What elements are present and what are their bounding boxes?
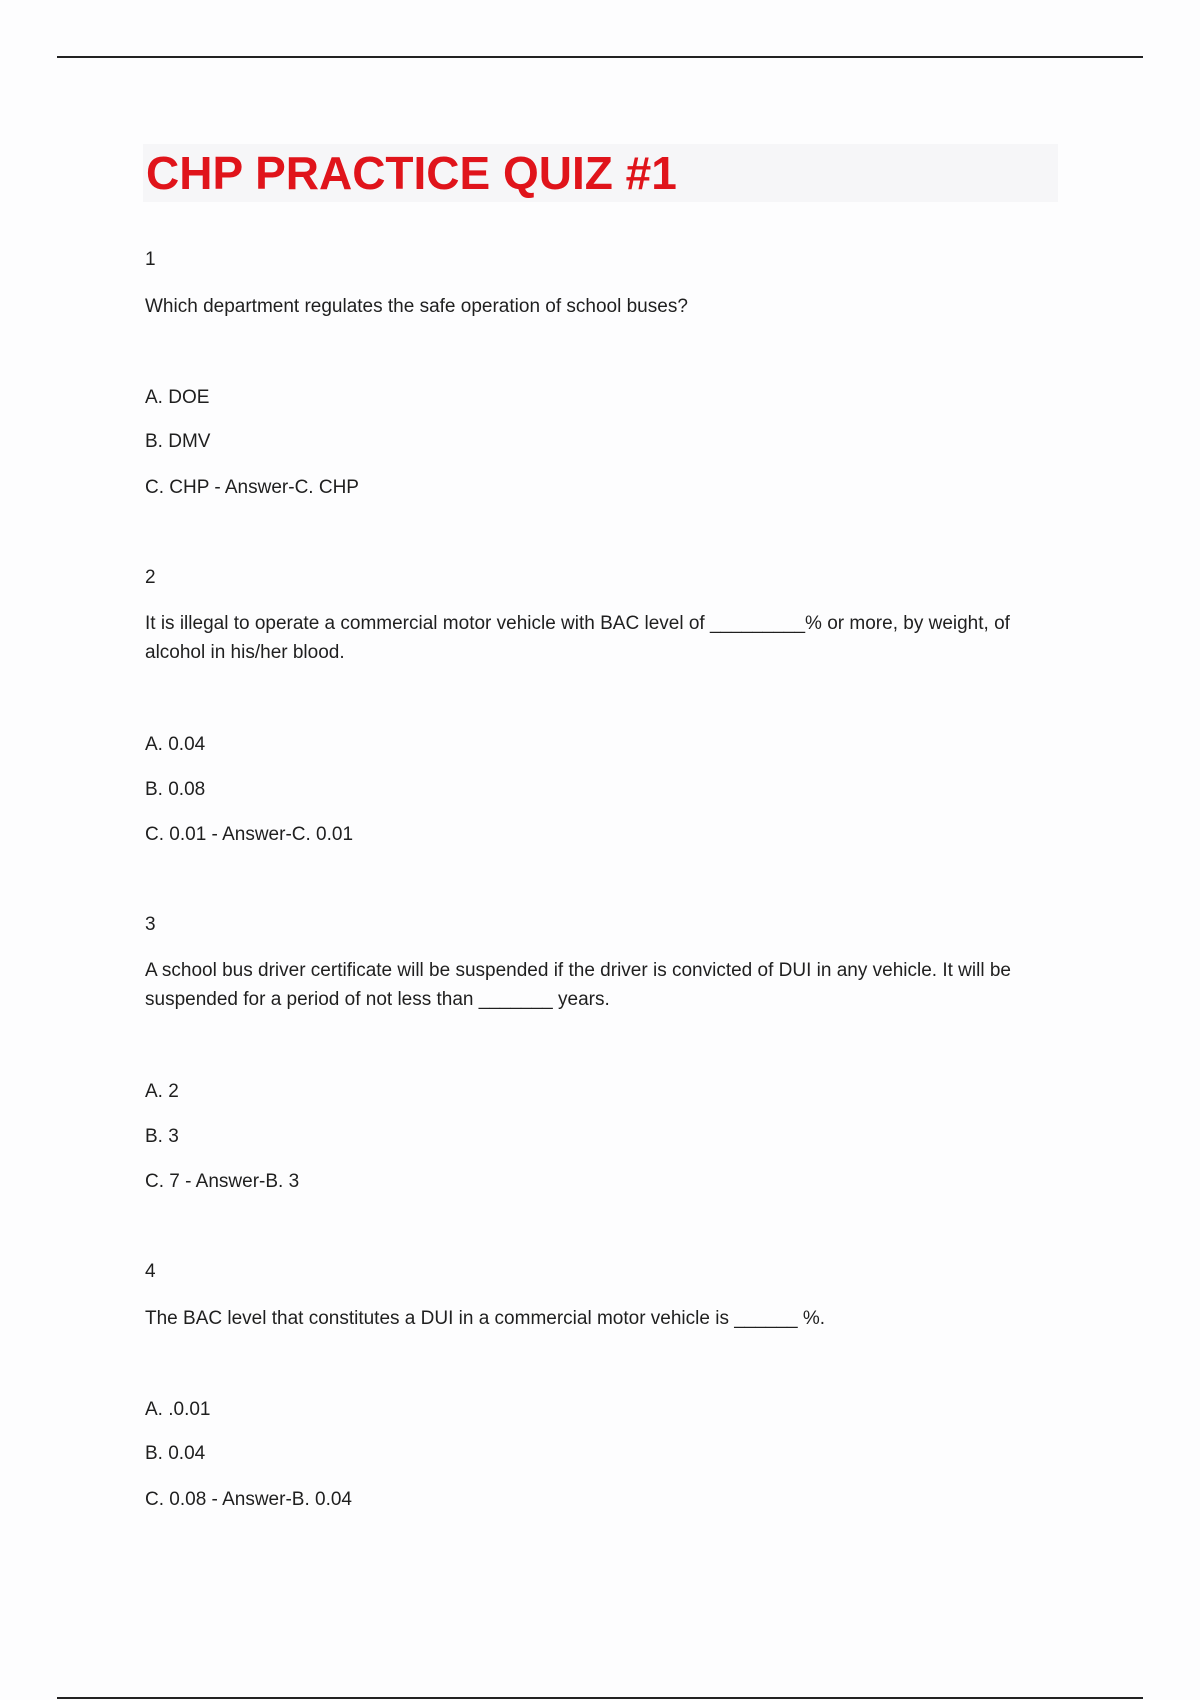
option-a: A. 2 bbox=[145, 1081, 179, 1102]
option-a: A. 0.04 bbox=[145, 734, 206, 755]
option-c-with-answer: C. 0.01 - Answer-C. 0.01 bbox=[145, 824, 354, 845]
question-number: 1 bbox=[145, 249, 156, 270]
header-rule bbox=[57, 56, 1143, 58]
option-b: B. 3 bbox=[145, 1126, 179, 1147]
page-title: CHP PRACTICE QUIZ #1 bbox=[146, 147, 677, 199]
question-text: Which department regulates the safe operation of school buses? bbox=[145, 296, 688, 317]
question-number: 4 bbox=[145, 1261, 156, 1282]
option-a: A. .0.01 bbox=[145, 1399, 211, 1420]
question-number: 2 bbox=[145, 567, 156, 588]
option-c-with-answer: C. 7 - Answer-B. 3 bbox=[145, 1171, 300, 1192]
question-text: The BAC level that constitutes a DUI in a commercial motor vehicle is ______ %. bbox=[145, 1308, 826, 1329]
option-a: A. DOE bbox=[145, 387, 210, 408]
question-number: 3 bbox=[145, 914, 156, 935]
option-c-with-answer: C. CHP - Answer-C. CHP bbox=[145, 477, 359, 498]
option-b: B. DMV bbox=[145, 431, 211, 452]
option-c-with-answer: C. 0.08 - Answer-B. 0.04 bbox=[145, 1489, 352, 1510]
question-text: It is illegal to operate a commercial motor vehicle with BAC level of _________% or more, by weight, of alcohol in his/her blood. bbox=[145, 613, 1010, 663]
question-text: A school bus driver certificate will be suspended if the driver is convicted of DUI in any vehicle. It will be suspended for a period of not less than _______ years. bbox=[145, 960, 1011, 1010]
footer-rule bbox=[57, 1697, 1143, 1699]
option-b: B. 0.08 bbox=[145, 779, 206, 800]
option-b: B. 0.04 bbox=[145, 1443, 206, 1464]
